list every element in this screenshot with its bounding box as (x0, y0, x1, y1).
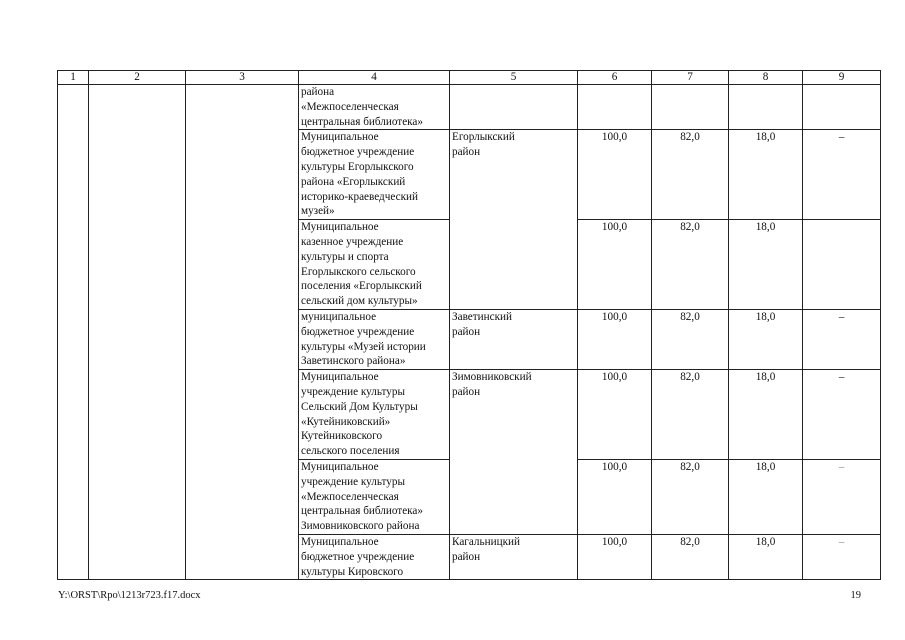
value-cell-7: 82,0 (652, 220, 729, 310)
header-row (58, 71, 881, 85)
col-header-5: 5 (450, 71, 578, 85)
value-cell-8: 18,0 (729, 309, 803, 369)
col-header-1: 1 (58, 71, 89, 85)
value-cell-8: 18,0 (729, 534, 803, 579)
org-name-cell: муниципальное бюджетное учреждение культуры «Музей истории Заветинского района» (299, 309, 450, 369)
col-header-8: 8 (729, 71, 803, 85)
value-cell-9: – (803, 370, 881, 460)
col-header-7: 7 (652, 71, 729, 85)
value-cell-7: 82,0 (652, 459, 729, 534)
value-cell-7: 82,0 (652, 130, 729, 220)
col1-cell (58, 85, 89, 580)
org-name-cell: Муниципальное казенное учреждение культуры и спорта Егорлыкского сельского поселения «Егорлыкский сельский дом культуры» (299, 220, 450, 310)
value-cell-9 (803, 85, 881, 130)
value-cell-7: 82,0 (652, 534, 729, 579)
value-cell-6: 100,0 (578, 309, 652, 369)
value-cell-6: 100,0 (578, 370, 652, 460)
value-cell-8: 18,0 (729, 130, 803, 220)
value-cell-8 (729, 85, 803, 130)
col-header-6: 6 (578, 71, 652, 85)
district-cell: Егорлыкский район (450, 130, 578, 310)
value-cell-8: 18,0 (729, 220, 803, 310)
value-cell-8: 18,0 (729, 459, 803, 534)
col2-cell (89, 85, 186, 580)
value-cell-9: – (803, 130, 881, 220)
value-cell-6: 100,0 (578, 534, 652, 579)
document-table (57, 70, 881, 580)
district-cell (450, 85, 578, 130)
value-cell-7: 82,0 (652, 309, 729, 369)
value-cell-6: 100,0 (578, 220, 652, 310)
col3-cell (186, 85, 299, 580)
org-name-cell: района «Межпоселенческая центральная библиотека» (299, 85, 450, 130)
page-number: 19 (850, 590, 861, 601)
value-cell-9 (803, 220, 881, 310)
value-cell-6: 100,0 (578, 459, 652, 534)
col-header-3: 3 (186, 71, 299, 85)
value-cell-7 (652, 85, 729, 130)
value-cell-8: 18,0 (729, 370, 803, 460)
value-cell-6: 100,0 (578, 130, 652, 220)
value-cell-7: 82,0 (652, 370, 729, 460)
value-cell-9: – (803, 534, 881, 579)
district-cell: Заветинский район (450, 309, 578, 369)
value-cell-6 (578, 85, 652, 130)
table-row (58, 85, 881, 130)
org-name-cell: Муниципальное бюджетное учреждение культуры Кировского (299, 534, 450, 579)
col-header-9: 9 (803, 71, 881, 85)
col-header-2: 2 (89, 71, 186, 85)
value-cell-9: – (803, 459, 881, 534)
org-name-cell: Муниципальное учреждение культуры Сельский Дом Культуры «Кутейниковский» Кутейниковского сельского поселения (299, 370, 450, 460)
org-name-cell: Муниципальное учреждение культуры «Межпоселенческая центральная библиотека» Зимовниковского района (299, 459, 450, 534)
district-cell: Кагальницкий район (450, 534, 578, 579)
org-name-cell: Муниципальное бюджетное учреждение культуры Егорлыкского района «Егорлыкский историко-краеведческий музей» (299, 130, 450, 220)
footer-file-path: Y:\ORST\Rpo\1213r723.f17.docx (58, 590, 201, 601)
value-cell-9: – (803, 309, 881, 369)
district-cell: Зимовниковский район (450, 370, 578, 535)
col-header-4: 4 (299, 71, 450, 85)
